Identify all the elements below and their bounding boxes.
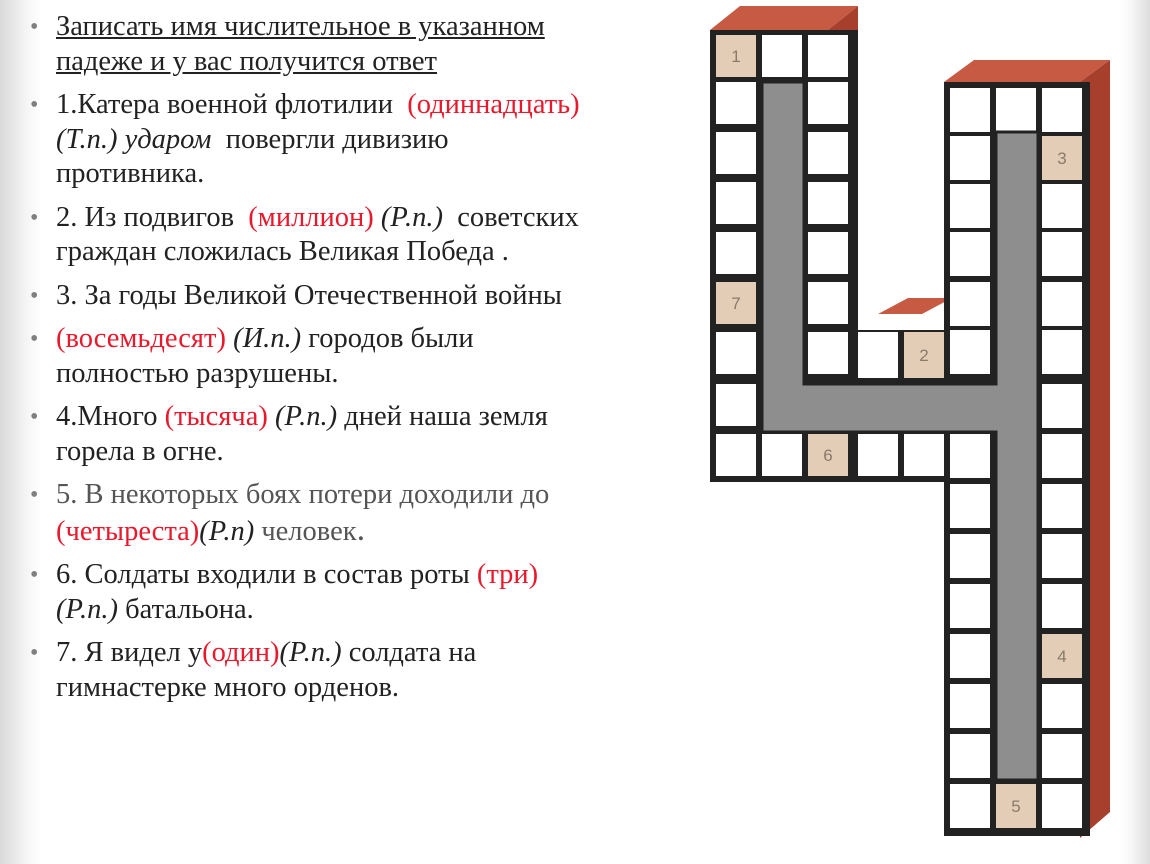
crossword-cell	[762, 35, 802, 77]
q1-text-3: противника.	[56, 158, 205, 189]
q1-text-2: повергли дивизию	[225, 123, 449, 155]
crossword-cell	[950, 584, 990, 628]
crossword-cell	[1042, 384, 1082, 428]
q6-answer-hint: (три)	[476, 559, 539, 590]
header-line1: Записать имя числительное в указанном	[56, 11, 545, 42]
cell-number: 2	[919, 346, 929, 365]
q4-text: 4.Много	[56, 401, 158, 432]
q1-answer-hint: (одиннадцать)	[407, 89, 580, 120]
question-3	[28, 279, 718, 314]
question-3-continued	[28, 322, 718, 391]
crossword-cell	[950, 282, 990, 326]
q6-case: (Р.п.)	[56, 593, 119, 625]
q5-case: (Р.п)	[199, 515, 255, 547]
crossword-cell	[716, 434, 756, 476]
q2-text-2: советских	[457, 201, 579, 233]
q5-answer-hint: (четыреста)	[56, 515, 200, 547]
crossword-cell	[1042, 88, 1082, 132]
q4-case: (Р.п.)	[275, 401, 338, 432]
q4-text-3: горела в огне.	[56, 435, 224, 467]
crossword-cell	[716, 182, 756, 224]
q3-text-2: городов были	[308, 323, 474, 354]
crossword-cell	[1042, 434, 1082, 478]
crossword-cell	[1042, 330, 1082, 374]
q2-text-3: граждан сложилась Великая Победа .	[56, 236, 509, 267]
q7-answer-hint: (один)	[202, 637, 280, 668]
question-1	[28, 88, 718, 192]
q7-case: (Р.п.)	[279, 637, 342, 668]
crossword-cell	[716, 132, 756, 174]
q2-text: 2. Из подвигов	[56, 201, 235, 233]
header-line2: падеже и у вас получится ответ	[56, 45, 437, 77]
crossword-cell	[808, 35, 848, 77]
cell-number: 6	[823, 446, 833, 465]
crossword-cell	[808, 82, 848, 124]
crossword-puzzle	[700, 0, 1150, 864]
q5-text: В некоторых боях потери доходили до	[84, 479, 550, 510]
task-text	[28, 10, 718, 714]
q5-period: .	[356, 510, 366, 548]
crossword-cell	[1042, 282, 1082, 326]
crossword-cell	[950, 434, 990, 478]
crossword-cell	[950, 534, 990, 578]
crossword-cell	[950, 232, 990, 276]
q4-text-2: дней наша земля	[344, 401, 548, 432]
crossword-cell	[1042, 534, 1082, 578]
crossword-answer-shaft	[762, 82, 1038, 780]
crossword-cell	[1042, 684, 1082, 728]
crossword-cell	[950, 684, 990, 728]
crossword-cell	[950, 184, 990, 228]
crossword-cell	[858, 332, 898, 378]
question-5	[28, 478, 718, 549]
brick-top-notch	[878, 298, 952, 314]
crossword-cell	[904, 434, 944, 476]
crossword-cell	[950, 784, 990, 828]
question-6	[28, 558, 718, 627]
crossword-cell	[950, 484, 990, 528]
cell-number: 4	[1057, 647, 1067, 666]
q7-text-3: гимнастерке много орденов.	[56, 671, 400, 703]
cell-number: 1	[731, 47, 741, 66]
question-7	[28, 636, 718, 705]
cell-number: 7	[731, 294, 741, 313]
task-header	[28, 10, 718, 79]
crossword-cell	[950, 88, 990, 132]
q6-text-2: батальона.	[125, 593, 254, 625]
q4-answer-hint: (тысяча)	[164, 401, 268, 432]
cell-number: 3	[1057, 149, 1067, 168]
q5-number: 5.	[56, 479, 78, 510]
crossword-cell	[950, 136, 990, 180]
crossword-cell	[996, 88, 1036, 132]
crossword-cell	[808, 332, 848, 374]
q3-text-3: полностью разрушены.	[56, 357, 339, 389]
crossword-cell	[1042, 584, 1082, 628]
crossword-cell	[950, 330, 990, 374]
crossword-cell	[808, 232, 848, 274]
crossword-cell	[1042, 184, 1082, 228]
crossword-cell	[1042, 734, 1082, 778]
q3-case: (И.п.)	[233, 323, 302, 354]
q1-text: 1.Катера военной флотилии	[56, 89, 393, 120]
q3-answer-hint: (восемьдесят)	[56, 323, 226, 354]
question-4	[28, 400, 718, 469]
cell-number: 5	[1011, 797, 1021, 816]
crossword-cell	[808, 132, 848, 174]
q6-text: 6. Солдаты входили в состав роты	[56, 559, 470, 590]
crossword-cell	[950, 734, 990, 778]
crossword-cell	[808, 282, 848, 324]
crossword-cell	[858, 434, 898, 476]
crossword-cell	[1042, 484, 1082, 528]
q5-text-2: человек	[261, 515, 357, 547]
crossword-cell	[716, 232, 756, 274]
crossword-cell	[762, 434, 802, 476]
q7-text: 7. Я видел у	[56, 637, 203, 668]
q2-answer-hint: (миллион)	[248, 201, 374, 233]
q3-text: 3. За годы Великой Отечественной войны	[56, 279, 562, 311]
q1-case: (Т.п.) ударом	[56, 123, 212, 155]
crossword-cell	[808, 182, 848, 224]
crossword-cell	[1042, 232, 1082, 276]
crossword-cell	[716, 82, 756, 124]
crossword-cell	[950, 634, 990, 678]
crossword-cell	[1042, 784, 1082, 828]
crossword-cell	[716, 332, 756, 374]
q2-case: (Р.п.)	[380, 201, 443, 233]
crossword-cell	[716, 384, 756, 426]
q7-text-2: солдата на	[348, 637, 477, 668]
question-2	[28, 201, 718, 270]
